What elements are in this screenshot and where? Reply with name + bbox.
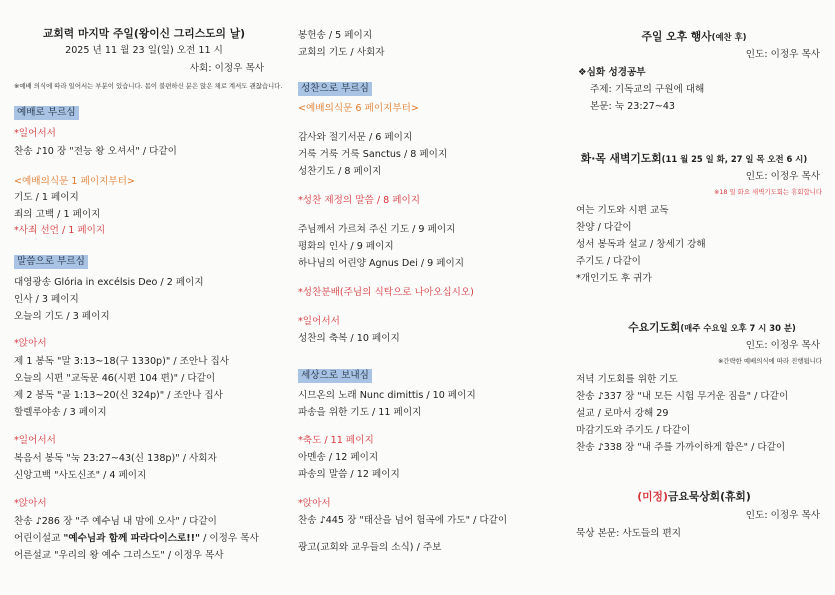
section-header-call-to-worship: 예배로 부르심 [14,106,79,120]
dawn-bible: 성서 봉독과 설교 / 창세기 강해 [576,239,706,250]
greeting-item: 인사 / 3 페이지 [14,294,79,305]
opening-hymn: 찬송 ♪10 장 "전능 왕 오셔서" / 다같이 [14,146,177,157]
wednesday-hymn-1: 찬송 ♪337 장 "내 모든 시험 무거운 짐을" / 다같이 [576,391,789,402]
bible-study-topic: 주제: 기독교의 구원에 대해 [590,84,705,95]
section-header-sending: 세상으로 보내심 [298,369,372,383]
eucharistic-prayer-item: 성찬기도 / 8 페이지 [298,166,382,177]
wednesday-prayer-title: 수요기도회(매주 수요일 오후 7 시 30 분) [628,321,796,334]
sit-instruction-3: *앉아서 [298,498,331,509]
absolution-item: *사죄 선언 / 1 페이지 [14,225,106,236]
dawn-prayer-title: 화·목 새벽기도회(11 월 25 일 화, 27 일 목 오전 6 시) [580,152,808,165]
sit-instruction: *앉아서 [14,338,47,349]
announcements-item: 광고(교회와 교우들의 소식) / 주보 [298,542,442,553]
peace-item: 평화의 인사 / 9 페이지 [298,241,394,252]
alleluia-item: 할렐루야송 / 3 페이지 [14,407,107,418]
wednesday-hymn-2: 찬송 ♪338 장 "내 주를 가까이하게 함은" / 다같이 [576,442,786,453]
liturgy-page-ref-2: <예배의식문 6 페이지부터> [298,103,419,114]
psalm-item: 오늘의 시편 "교독문 46(시편 104 편)" / 다같이 [14,373,216,384]
afternoon-leader: 인도: 이정우 목사 [745,49,820,60]
dawn-personal-prayer: *개인기도 후 귀가 [576,273,652,284]
children-sermon: 어린이설교 "예수님과 함께 파라다이스로!!" / 이정우 목사 [14,533,259,544]
offering-item: 봉헌송 / 5 페이지 [298,30,373,41]
service-host: 사회: 이정우 목사 [189,63,264,74]
dawn-note: ※18 일 화요 새벽기도회는 휴회합니다 [713,188,822,196]
sermon-hymn: 찬송 ♪286 장 "주 예수님 내 맘에 오사" / 다같이 [14,516,217,527]
wednesday-opening: 저녁 기도회를 위한 기도 [576,374,678,385]
sending-prayer-item: 파송을 위한 기도 / 11 페이지 [298,407,422,418]
second-reading: 제 2 봉독 "골 1:13~20(신 324p)" / 조안나 집사 [14,390,223,401]
prayer-item: 기도 / 1 페이지 [14,192,79,203]
dawn-opening: 여는 기도와 시편 교독 [576,205,669,216]
confession-item: 죄의 고백 / 1 페이지 [14,209,101,220]
sending-word-item: 파송의 말씀 / 12 페이지 [298,469,400,480]
eucharist-blessing: 성찬의 축복 / 10 페이지 [298,333,400,344]
friday-meditation-title: (미정)금요묵상회(휴회) [637,490,751,503]
wednesday-leader: 인도: 이정우 목사 [745,340,820,351]
agnus-dei-item: 하나님의 어린양 Agnus Dei / 9 페이지 [298,258,465,269]
words-of-institution: *성찬 제정의 말씀 / 8 페이지 [298,195,421,206]
first-reading: 제 1 봉독 "말 3:13~18(구 1330p)" / 조안나 집사 [14,356,230,367]
bible-study-heading: ❖심화 성경공부 [578,67,646,78]
benediction-item: *축도 / 11 페이지 [298,435,374,446]
section-header-eucharist: 성찬으로 부르심 [298,82,372,96]
friday-text: 묵상 본문: 사도들의 편지 [576,528,682,539]
lords-prayer-item: 주님께서 가르쳐 주신 기도 / 9 페이지 [298,224,456,235]
gloria-item: 대영광송 Glória in excélsis Deo / 2 페이지 [14,277,204,288]
nunc-dimittis-item: 시므온의 노래 Nunc dimittis / 10 페이지 [298,390,476,401]
sanctus-item: 거룩 거룩 거룩 Sanctus / 8 페이지 [298,149,448,160]
wednesday-closing: 마감기도와 주기도 / 다같이 [576,425,691,436]
stand-instruction-3: *일어서서 [298,316,340,327]
collect-item: 오늘의 기도 / 3 페이지 [14,311,110,322]
service-title: 교회력 마지막 주일(왕이신 그리스도의 날) [42,27,246,40]
adult-sermon: 어른설교 "우리의 왕 예수 그리스도" / 이정우 목사 [14,550,224,561]
closing-hymn: 찬송 ♪445 장 "태산을 넘어 험곡에 가도" / 다같이 [298,515,508,526]
afternoon-event-title: 주일 오후 행사(예찬 후) [641,30,747,43]
stand-instruction-2: *일어서서 [14,435,56,446]
gospel-reading: 복음서 봉독 "눅 23:27~43(신 138p)" / 사회자 [14,453,217,464]
wednesday-sermon: 설교 / 로마서 강해 29 [576,408,669,419]
stand-instruction: *일어서서 [14,128,56,139]
liturgy-page-ref: <예배의식문 1 페이지부터> [14,176,135,187]
wednesday-note: ※간략한 예배의식에 따라 진행됩니다 [717,357,822,365]
sit-instruction-2: *앉아서 [14,498,47,509]
section-header-word: 말씀으로 부르심 [14,255,88,269]
church-prayer-item: 교회의 기도 / 사회자 [298,47,385,58]
service-date: 2025 년 11 월 23 일(일) 오전 11 시 [65,45,223,56]
dawn-leader: 인도: 이정우 목사 [745,171,820,182]
preface-item: 감사와 절기서문 / 6 페이지 [298,132,413,143]
distribution-item: *성찬분배(주님의 식탁으로 나아오십시오) [298,287,474,298]
dawn-praise: 찬양 / 다같이 [576,222,632,233]
dawn-lords-prayer: 주기도 / 다같이 [576,256,641,267]
posture-note: ※예배 의식에 따라 일어서는 부분이 있습니다. 몸이 불편하신 분은 앉은 채로 계셔도 괜찮습니다. [14,82,283,90]
creed-item: 신앙고백 "사도신조" / 4 페이지 [14,470,147,481]
amen-item: 아멘송 / 12 페이지 [298,452,379,463]
bible-study-text: 본문: 눅 23:27~43 [590,101,676,112]
friday-leader: 인도: 이정우 목사 [745,510,820,521]
